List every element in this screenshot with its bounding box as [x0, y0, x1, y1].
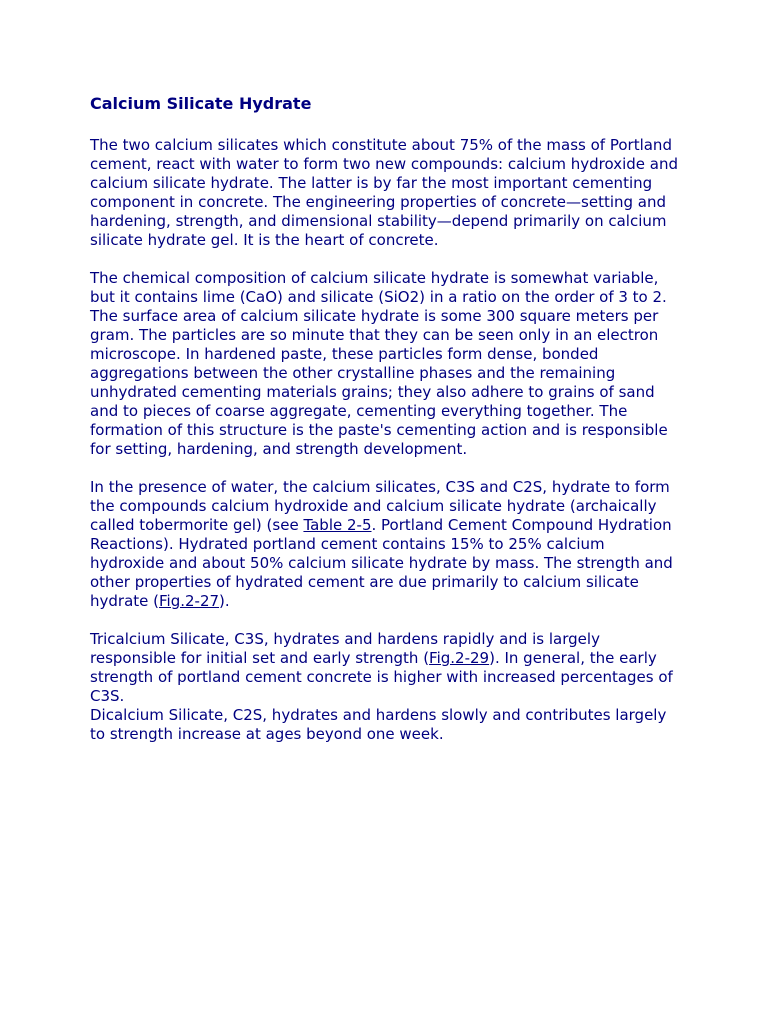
paragraph-4-text-1: Tricalcium Silicate, C3S, hydrates and hardens rapidly and is largely responsible for initial set and early strength (: [90, 630, 600, 667]
paragraph-2: The chemical composition of calcium silicate hydrate is somewhat variable, but it contains lime (CaO) and silicate (SiO2) in a ratio on the order of 3 to 2. The surface area of calcium silicate hydrate is some 300 square meters per gram. The particles are so minute that they can be seen only in an electron microscope. In hardened paste, these particles form dense, bonded aggregations between the other crystalline phases and the remaining unhydrated cementing materials grains; they also adhere to grains of sand and to pieces of coarse aggregate, cementing everything together. The formation of this structure is the paste's cementing action and is responsible for setting, hardening, and strength development.: [90, 269, 668, 458]
paragraph-3-text-2: . Portland Cement Compound Hydration Reactions). Hydrated portland cement contains 15% to 25% calcium hydroxide and about 50% calcium silicate hydrate by mass. The strength and other properties of hydrated cement are due primarily to calcium silicate hydrate (: [90, 516, 673, 610]
document-body: [90, 94, 680, 763]
paragraph-3-text-1: In the presence of water, the calcium silicates, C3S and C2S, hydrate to form the compounds calcium hydroxide and calcium silicate hydrate (archaically called tobermorite gel) (see: [90, 478, 670, 534]
paragraph-1: The two calcium silicates which constitute about 75% of the mass of Portland cement, react with water to form two new compounds: calcium hydroxide and calcium silicate hydrate. The latter is by far the most important cementing component in concrete. The engineering properties of concrete—setting and hardening, strength, and dimensional stability—depend primarily on calcium silicate hydrate gel. It is the heart of concrete.: [90, 136, 678, 249]
paragraph-4: [90, 630, 680, 706]
page-title: Calcium Silicate Hydrate: [90, 94, 312, 113]
table-2-5-link[interactable]: Table 2-5: [303, 516, 372, 534]
fig-2-27-link[interactable]: Fig.2-27: [159, 592, 220, 610]
paragraph-4-text-2: ). In general, the early strength of portland cement concrete is higher with increased percentages of C3S.: [90, 649, 673, 705]
paragraph-3: [90, 478, 680, 611]
paragraph-5: Dicalcium Silicate, C2S, hydrates and hardens slowly and contributes largely to strength increase at ages beyond one week.: [90, 706, 667, 743]
paragraph-3-text-3: ).: [219, 592, 230, 610]
fig-2-29-link[interactable]: Fig.2-29: [429, 649, 490, 667]
